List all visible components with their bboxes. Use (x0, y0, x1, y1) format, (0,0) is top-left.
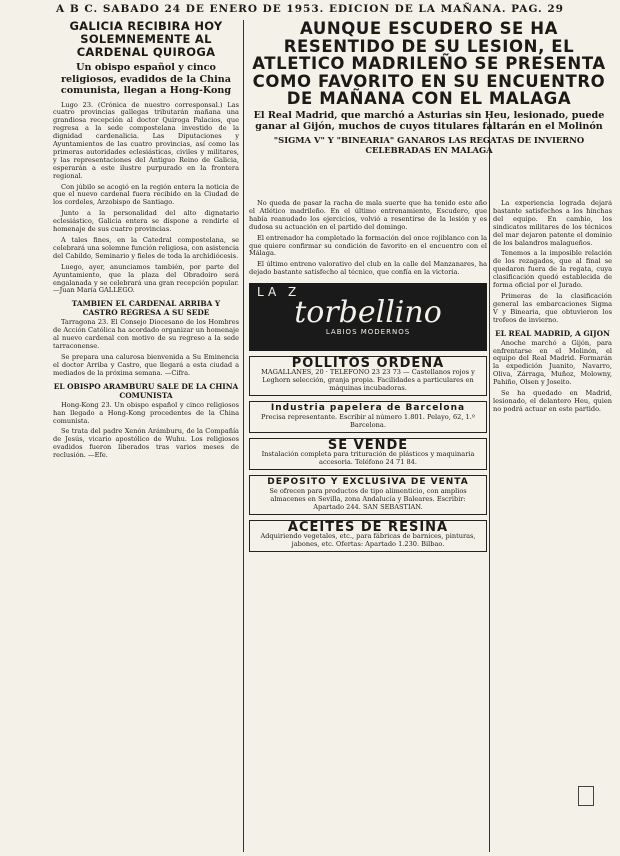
paragraph: Anoche marchó a Gijón, para enfrentarse en el Molinón, el equipo del Real Madrid. Formarán la expedición Juanito, Navarro, Oliva, Zárraga, Muñoz, Molowny, Pahiño, Olsen y Joseito. (493, 338, 612, 387)
ad-text: Se ofrecen para productos de tipo alimenticio, con amplios almacenes en Sevilla, zona Andalucía y Baleares. Escribir: Apartado 244. SAN SEBASTIAN. (269, 486, 467, 511)
paragraph: Tarragona 23. El Consejo Diocesano de los Hombres de Acción Católica ha acordado organizar un homenaje al nuevo cardenal con motivo de su regreso a la sede tarraconense. (53, 318, 239, 351)
ad-title: DEPOSITO Y EXCLUSIVA DE VENTA (267, 476, 469, 487)
ad-text: MAGALLANES, 20 · TELEFONO 23 23 73 — Castellanos rojos y Leghorn selección, granja propia. Facilidades a particulares en máquinas incubadoras. (261, 368, 475, 393)
right-column (493, 200, 612, 854)
ad-text: Precisa representante. Escribir al número 1.801. Pelayo, 62, 1.º Barcelona. (261, 412, 475, 429)
subheading: EL OBISPO ARAMBURU SALE DE LA CHINA COMUNISTA (53, 381, 239, 400)
ad-se-vende (249, 438, 487, 470)
ad-text: Adquiriendo vegetales, etc., para fábricas de barnices, pinturas, jabones, etc. Ofertas: Apartado 1.230. Bilbao. (260, 531, 476, 548)
subheading: TAMBIEN EL CARDENAL ARRIBA Y CASTRO REGRESA A SU SEDE (71, 299, 221, 318)
article-deck: El Real Madrid, que marchó a Asturias sin Heu, lesionado, puede ganar al Gijón, muchos de cuyos titulares faltarán en el Molinón (253, 109, 605, 132)
paragraph: Se trata del padre Xenón Arámburu, de la Compañía de Jesús, vicario apostólico de Wuhu. Los religiosos evadidos fueron liberados tras varios meses de reclusión. —Efe. (53, 427, 239, 460)
ad-title: SE VENDE (327, 437, 409, 453)
paragraph: El entrenador ha completado la formación del once rojiblanco con la que quiere confirmar su condición de favorito en el encuentro con el Málaga. (249, 233, 487, 258)
paragraph: La experiencia lograda dejará bastante satisfechos a los hinchas del equipo. En cambio, los sindicatos militares de los técnicos del mar dejaron patente el dominio de los balandros malagueños. (493, 200, 612, 247)
paragraph: Con júbilo se acogió en la región entera la noticia de que el nuevo cardenal fuera recibido en la Ciudad de los cordeles, Arzobispo de Santiago. (53, 182, 239, 207)
subheading: "SIGMA V" Y "BINEARIA" GANAROS LAS REGATAS DE INVIERNO CELEBRADAS EN MALAGA (273, 134, 585, 155)
middle-column (249, 200, 487, 854)
article-deck: Un obispo español y cinco religiosos, evadidos de la China comunista, llegan a Hong-Kong (60, 62, 232, 96)
page-marker (578, 786, 594, 806)
paragraph: No queda de pasar la racha de mala suerte que ha tenido este año el Atlético madrileño. En el último entrenamiento, Escudero, que había reanudado los ejercicios, volvió a resentirse de la lesión y es dudosa su actuación en el partido del domingo. (249, 200, 487, 231)
paragraph: Se ha quedado en Madrid, lesionado, el delantero Heu, quien no podrá actuar en este partido. (493, 389, 612, 413)
ad-brand-top: LA Z (257, 285, 301, 300)
paragraph: Luego, ayer, anunciamos también, por parte del Ayuntamiento, que la plaza del Obradoiro será engalanada y se celebrará una gran recepción popular. —Juan María GALLEGO. (53, 262, 239, 295)
ad-torbellino (249, 283, 487, 351)
paragraph: Lugo 23. (Crónica de nuestro corresponsal.) Las cuatro provincias gallegas tributarán mañana una grandiosa recepción al doctor Quiroga Palacios, que regresa a la sede compostelana investido de la dignidad cardenalicia. Las Diputaciones y Ayuntamientos de las cuatro provincias, así como las primeras autoridades eclesiásticas, civiles y militares, y las representaciones del Antiguo Reino de Galicia, esperarán a este ilustre purpurado en la frontera regional. (53, 100, 239, 180)
paragraph: Primeras de la clasificación general las embarcaciones Sigma V y Binearia, que obtuvieron los trofeos de invierno. (493, 291, 612, 324)
paragraph: Hong-Kong 23. Un obispo español y cinco religiosos han llegado a Hong-Kong procedentes de la China comunista. (53, 400, 239, 425)
ad-title: POLLITOS ORDENA (291, 356, 445, 372)
paragraph: A tales fines, en la Catedral compostelana, se celebrará una solemne función religiosa, con asistencia del Cabildo, Seminario y fieles de toda la archidiócesis. (53, 236, 239, 260)
paragraph: Se prepara una calurosa bienvenida a Su Eminencia el doctor Arriba y Castro, que llegará a esta ciudad a mediados de la próxima semana. —Cifra. (53, 352, 239, 377)
paragraph: Junto a la personalidad del alto dignatario eclesiástico, Galicia entera se dispone a rendirle el homenaje de sus cuatro provincias. (53, 209, 239, 234)
ad-title: ACEITES DE RESINA (287, 519, 449, 535)
paragraph: El último entreno valorativo del club en la calle del Manzanares, ha dejado bastante satisfecho al técnico, que confía en la victoria. (249, 260, 487, 277)
ad-brand-name: torbellino (294, 295, 442, 331)
article-galicia (53, 20, 239, 854)
column-rule (489, 118, 490, 852)
ad-pollitos (249, 356, 487, 396)
article-sports (246, 20, 612, 161)
paragraph: Tenemos a la imposible relación de los rezagados, que al final se quedaron fuera de la regata, cuya clasificación quedó establecida de forma oficial por el Jurado. (493, 249, 612, 290)
article-headline: AUNQUE ESCUDERO SE HA RESENTIDO DE SU LESION, EL ATLETICO MADRILEÑO SE PRESENTA COMO FAVORITO EN SU ENCUENTRO DE MAÑANA CON EL MALAGA (252, 19, 606, 108)
ad-text: Instalación completa para trituración de plásticos y maquinaria accesoria. Teléfono 24 71 84. (261, 449, 475, 466)
ad-deposito (249, 475, 487, 515)
ad-brand-tag: LABIOS MODERNOS (325, 328, 411, 337)
ad-industria (249, 401, 487, 433)
column-rule (243, 20, 244, 852)
subheading: EL REAL MADRID, A GIJON (495, 328, 610, 338)
article-headline: GALICIA RECIBIRA HOY SOLEMNEMENTE AL CARDENAL QUIROGA (69, 20, 223, 59)
ad-resina (249, 520, 487, 552)
ad-title: Industria papelera de Barcelona (270, 403, 466, 414)
page-header: A B C. SABADO 24 DE ENERO DE 1953. EDICION DE LA MAÑANA. PAG. 29 (56, 3, 564, 15)
